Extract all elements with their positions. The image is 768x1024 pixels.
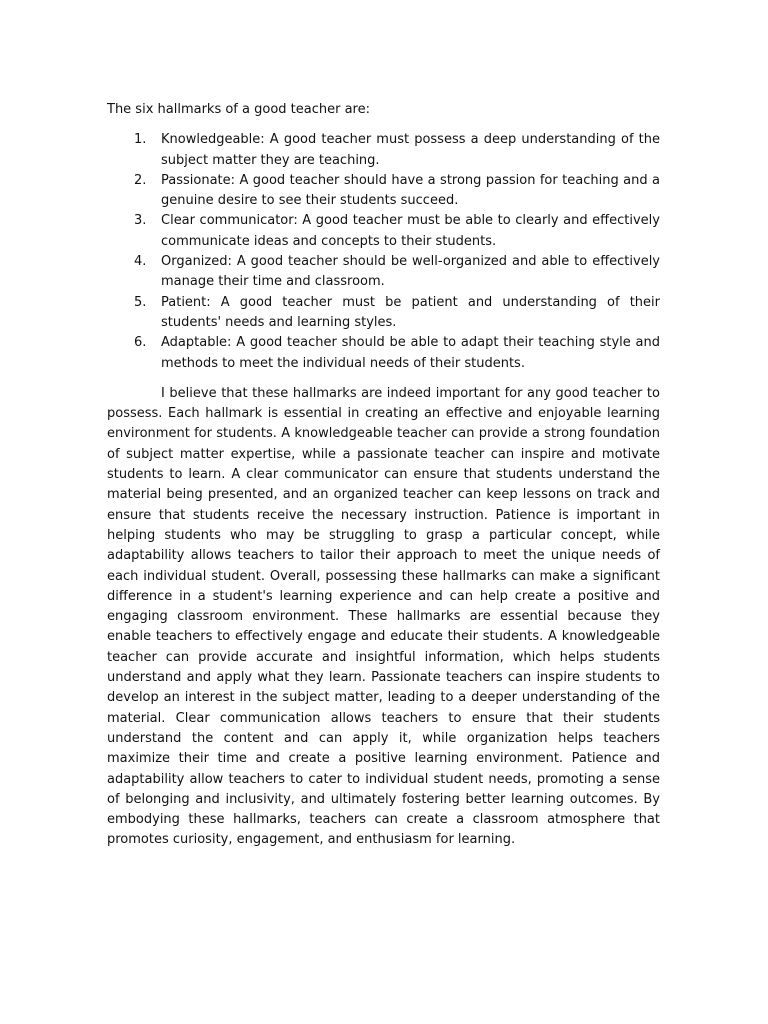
intro-line: The six hallmarks of a good teacher are: [107,102,370,117]
list-item-text: Knowledgeable: A good teacher must possess a deep understanding of the subject matter they are teaching. [161,132,660,168]
document-page [107,100,660,851]
list-item-text: Organized: A good teacher should be well-organized and able to effectively manage their time and classroom. [161,254,660,290]
list-item-number: 2. [134,172,147,188]
list-item-number: 3. [134,213,147,229]
hallmarks-list [107,130,660,374]
list-item [107,252,660,293]
list-item [107,333,660,374]
list-item-number: 1. [134,132,147,148]
list-item [107,211,660,252]
list-item-number: 5. [134,294,147,310]
body-paragraph: I believe that these hallmarks are indeed important for any good teacher to possess. Each hallmark is essential in creating an effective and enjoyable learning environment for students. A knowledgeable teacher can provide a strong foundation of subject matter expertise, while a passionate teacher can inspire and motivate students to learn. A clear communicator can ensure that students understand the material being presented, and an organized teacher can keep lessons on track and ensure that students receive the necessary instruction. Patience is important in helping students who may be struggling to grasp a particular concept, while adaptability allows teachers to tailor their approach to meet the unique needs of each individual student. Overall, possessing these hallmarks can make a significant difference in a student's learning experience and can help create a positive and engaging classroom environment. These hallmarks are essential because they enable teachers to effectively engage and educate their students. A knowledgeable teacher can provide accurate and insightful information, which helps students understand and apply what they learn. Passionate teachers can inspire students to develop an interest in the subject matter, leading to a deeper understanding of the material. Clear communication allows teachers to ensure that their students understand the content and can apply it, while organization helps teachers maximize their time and create a positive learning environment. Patience and adaptability allow teachers to cater to individual student needs, promoting a sense of belonging and inclusivity, and ultimately fostering better learning outcomes. By embodying these hallmarks, teachers can create a classroom atmosphere that promotes curiosity, engagement, and enthusiasm for learning. [107,385,660,848]
list-item [107,171,660,212]
list-item [107,130,660,171]
list-item-number: 4. [134,254,147,270]
list-item-number: 6. [134,335,147,351]
list-item [107,293,660,334]
list-item-text: Adaptable: A good teacher should be able to adapt their teaching style and methods to meet the individual needs of their students. [161,335,660,371]
list-item-text: Patient: A good teacher must be patient and understanding of their students' needs and learning styles. [161,294,660,330]
list-item-text: Passionate: A good teacher should have a strong passion for teaching and a genuine desire to see their students succeed. [161,172,660,209]
list-item-text: Clear communicator: A good teacher must be able to clearly and effectively communicate ideas and concepts to their students. [161,213,660,249]
